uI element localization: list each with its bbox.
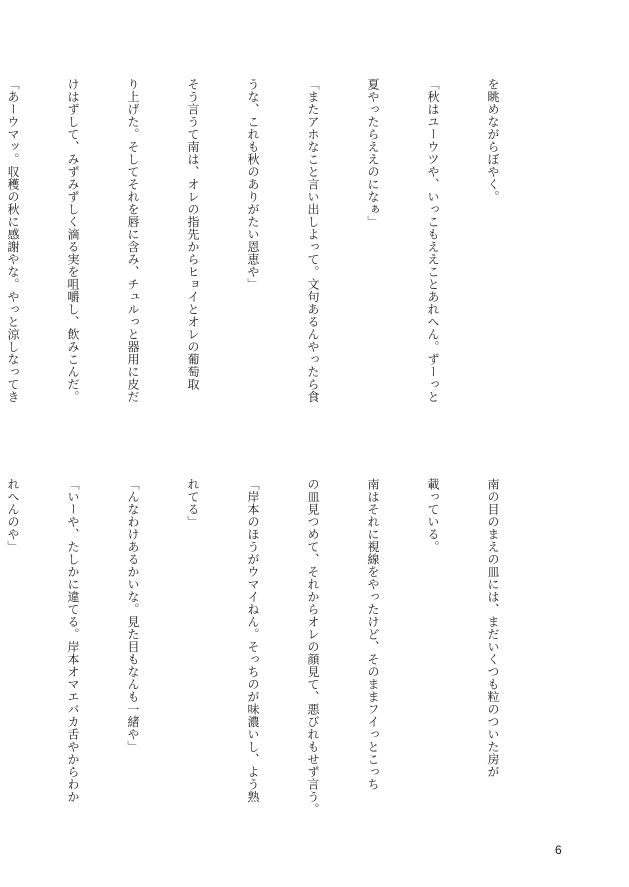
text-line: 南の目のまえの皿には、まだいくつも粒のついた房が [486,478,500,778]
text-line: を眺めながらぼやく。 [486,78,500,203]
upper-text-block [0,78,543,458]
text-line: 「秋はユーウツや、いっこもええことあれへん。ずーっと [426,78,440,403]
text-line: 「岸本のほうがウマイねん。そっちのが味濃いし、よう熟 [246,478,260,803]
lower-text-block [0,478,543,818]
text-line: 「いーや、たしかに違てる。岸本オマエバカ舌やからわか [66,478,80,803]
text-line: の皿見つめて、それからオレの顔見て、悪びれもせず言う。 [306,478,320,816]
text-line: 「またアホなこと言い出しよって。文句あるんやったら食 [306,78,320,403]
text-line: けはずして、みずみずしく滴る実を咀嚼し、飲みこんだ。 [66,78,80,403]
page-number: 6 [555,843,562,857]
text-line: うな、これも秋のありがたい恩恵や」 [246,78,260,291]
text-line: 載っている。 [426,478,440,553]
text-line: 南はそれに視線をやったけど、そのままフイっとこっち [366,478,380,791]
text-line: り上げた。そしてそれを唇に含み、チュルっと器用に皮だ [126,78,140,403]
text-line: 「んなわけあるかいな。見た目もなんも一緒や」 [126,478,140,753]
text-line: れへんのや」 [6,478,20,553]
text-line: れてる」 [186,478,200,528]
text-line: そう言うて南は、オレの指先からヒョイとオレの葡萄取 [186,78,200,391]
text-line: 夏やったらええのになぁ」 [366,78,380,228]
text-line: 「あーウマッ。収穫の秋に感謝やな。やっと涼しなってき [6,78,20,403]
